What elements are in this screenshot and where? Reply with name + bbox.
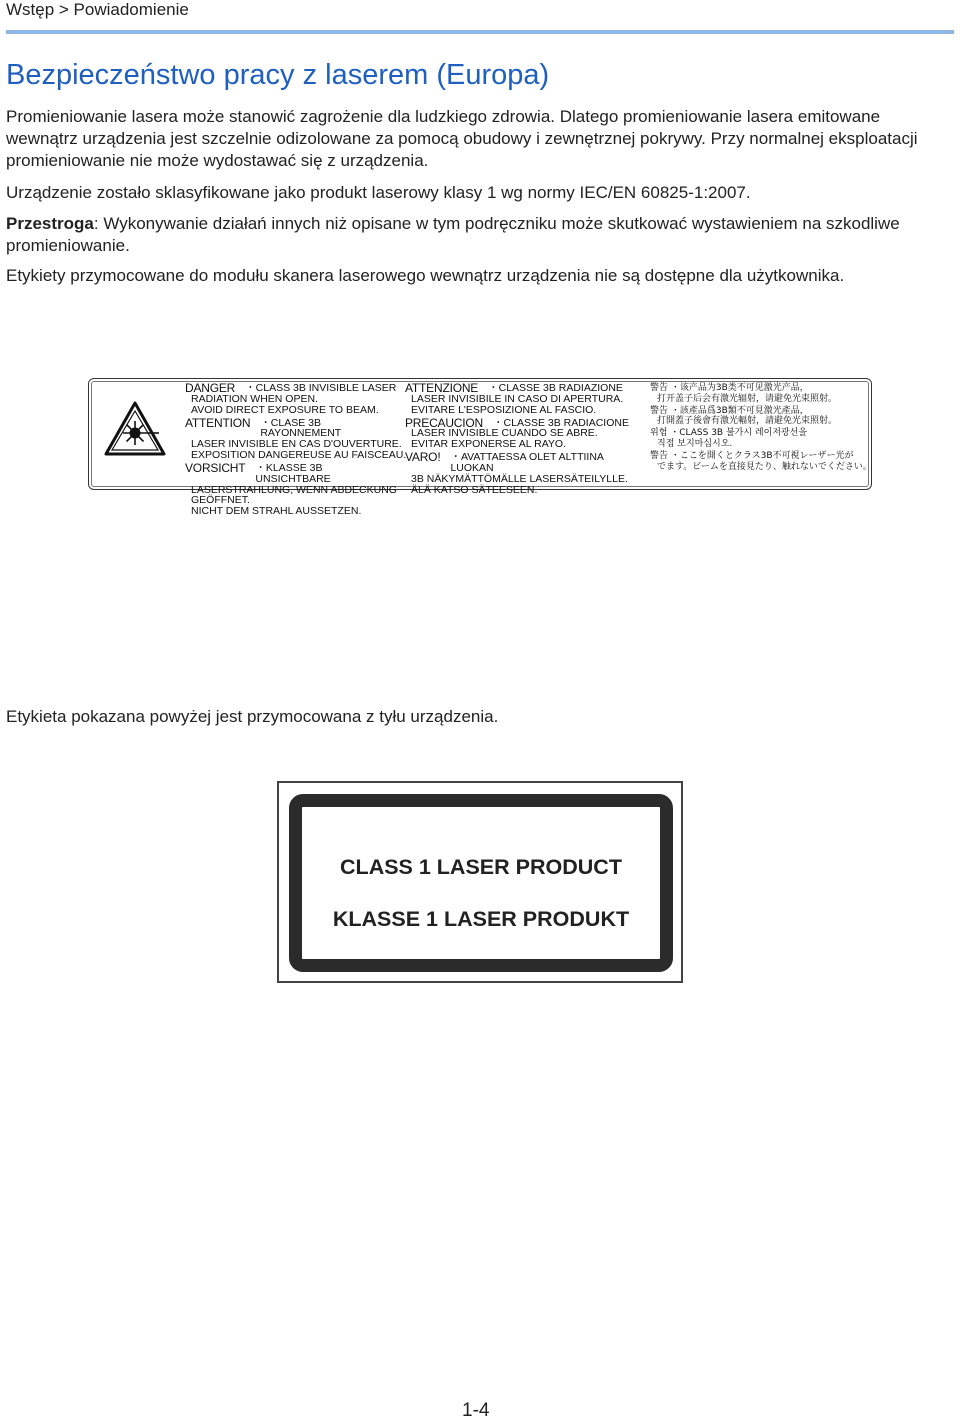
warning-entry-header [185, 415, 397, 440]
warning-entry [185, 460, 397, 518]
warning-class-text: ・AVATTAESSA OLET ALTTIINA LUOKAN [450, 451, 604, 474]
laser-warning-label [88, 378, 872, 518]
warning-line: 3B NÄKYMÄTTÖMÄLLE LASERSÄTEILYLLE. [411, 472, 628, 485]
warning-line: EXPOSITION DANGEREUSE AU FAISCEAU. [191, 448, 407, 461]
warning-keyword: ATTENTION [185, 415, 251, 430]
warning-line: 警告 ・该产品为3B类不可见激光产品， [650, 383, 809, 393]
warning-entry-asian [650, 406, 872, 428]
paragraph-label-location: Etykieta pokazana powyżej jest przymocowana z tyłu urządzenia. [6, 707, 499, 726]
warning-line: 警告 ・該產品爲3B類不可見激光產品， [650, 405, 809, 416]
warning-entry-asian [650, 383, 872, 405]
warning-entry [405, 383, 645, 415]
warning-line: 打開蓋子後會有激光輻射，請避免光束照射。 [657, 416, 838, 427]
class1-label-line-en: CLASS 1 LASER PRODUCT [340, 855, 622, 879]
breadcrumb: Wstęp > Powiadomienie [6, 0, 189, 19]
warning-entry-header [185, 460, 397, 485]
warning-line: でます。ビームを直接見たり、触れないでください。 [657, 461, 872, 472]
warning-line: LASERSTRAHLUNG, WENN ABDECKUNG [191, 483, 397, 496]
laser-hazard-icon [103, 399, 167, 462]
warning-line: 위험 ・CLASS 3B 불가시 레이저광선을 [650, 428, 808, 439]
warning-keyword: ATTENZIONE [405, 381, 479, 395]
warning-entry [185, 383, 397, 415]
paragraph-laser-class: Urządzenie zostało sklasyfikowane jako produkt laserowy klasy 1 wg normy IEC/EN 60825-1:2007. [6, 183, 751, 202]
warning-line: 警告 ・ここを開くとクラス3B不可視レーザー光が [650, 450, 854, 461]
paragraph-radiation-hazard: Promieniowanie lasera może stanowić zagrożenie dla ludzkiego zdrowia. Dlatego promieniowanie lasera emitowane wewnątrz urządzenia jest szczelnie odizolowane za pomocą obudowy i zewnętrznej pokrywy. Przy normalnej eksploatacji promieniowanie nie może wydostawać się z urządzenia. [6, 107, 918, 170]
warning-line: EVITAR EXPONERSE AL RAYO. [411, 438, 567, 451]
warning-keyword: VORSICHT [185, 460, 246, 475]
warning-entry [405, 452, 645, 495]
paragraph-labels-inaccessible: Etykiety przymocowane do modułu skanera laserowego wewnątrz urządzenia nie są dostępne dla użytkownika. [6, 266, 845, 285]
warning-line: RADIATION WHEN OPEN. [191, 392, 318, 405]
warning-class-text: ・KLASSE 3B UNSICHTBARE [255, 461, 331, 485]
paragraph-caution [6, 213, 954, 257]
header-divider [6, 30, 954, 34]
warning-entry [405, 415, 645, 451]
warning-keyword: DANGER [185, 381, 236, 395]
warning-keyword: PRECAUCION [405, 415, 484, 430]
warning-line: AVOID DIRECT EXPOSURE TO BEAM. [191, 403, 379, 416]
warning-class-text: ・CLASSE 3B RADIAZIONE [488, 382, 623, 394]
caution-label: Przestroga [6, 214, 94, 233]
warning-line: ÄLÄ KATSO SÄTEESEEN. [411, 483, 538, 496]
warning-class-text: ・CLASS 3B INVISIBLE LASER [245, 382, 397, 394]
warning-entry-header [405, 452, 645, 474]
warning-line: 직접 보지마십시오. [657, 438, 733, 449]
warning-line: LASER INVISIBLE EN CAS D'OUVERTURE. [191, 438, 402, 451]
page-number: 1-4 [462, 1400, 490, 1421]
warning-line: EVITARE L'ESPOSIZIONE AL FASCIO. [411, 403, 597, 416]
warning-line: NICHT DEM STRAHL AUSSETZEN. [191, 505, 362, 518]
warning-line: LASER INVISIBILE IN CASO DI APERTURA. [411, 392, 624, 405]
warning-column-it-es-fi [405, 383, 645, 498]
warning-entry [185, 415, 407, 461]
warning-class-text: ・CLASE 3B RAYONNEMENT [260, 416, 342, 440]
class1-label-line-de: KLASSE 1 LASER PRODUKT [332, 907, 630, 931]
warning-class-text: ・CLASSE 3B RADIACIONE [493, 416, 629, 429]
warning-column-asian [650, 383, 872, 473]
warning-line: 打开盖子后会有激光辐射，请避免光束照射。 [657, 393, 838, 404]
page-title: Bezpieczeństwo pracy z laserem (Europa) [6, 59, 550, 91]
warning-keyword: VARO! [405, 450, 441, 465]
warning-line: GEÖFFNET. [191, 494, 250, 507]
warning-column-en-fr-de [185, 381, 407, 519]
caution-text: : Wykonywanie działań innych niż opisane w tym podręczniku może skutkować wystawieniem na szkodliwe promieniowanie. [6, 214, 900, 255]
class1-label-frame [289, 794, 673, 972]
warning-entry-asian [650, 451, 872, 473]
warning-line: LASER INVISIBLE CUANDO SE ABRE. [411, 427, 598, 440]
warning-entry-asian [650, 428, 872, 450]
class1-laser-label [277, 781, 683, 983]
